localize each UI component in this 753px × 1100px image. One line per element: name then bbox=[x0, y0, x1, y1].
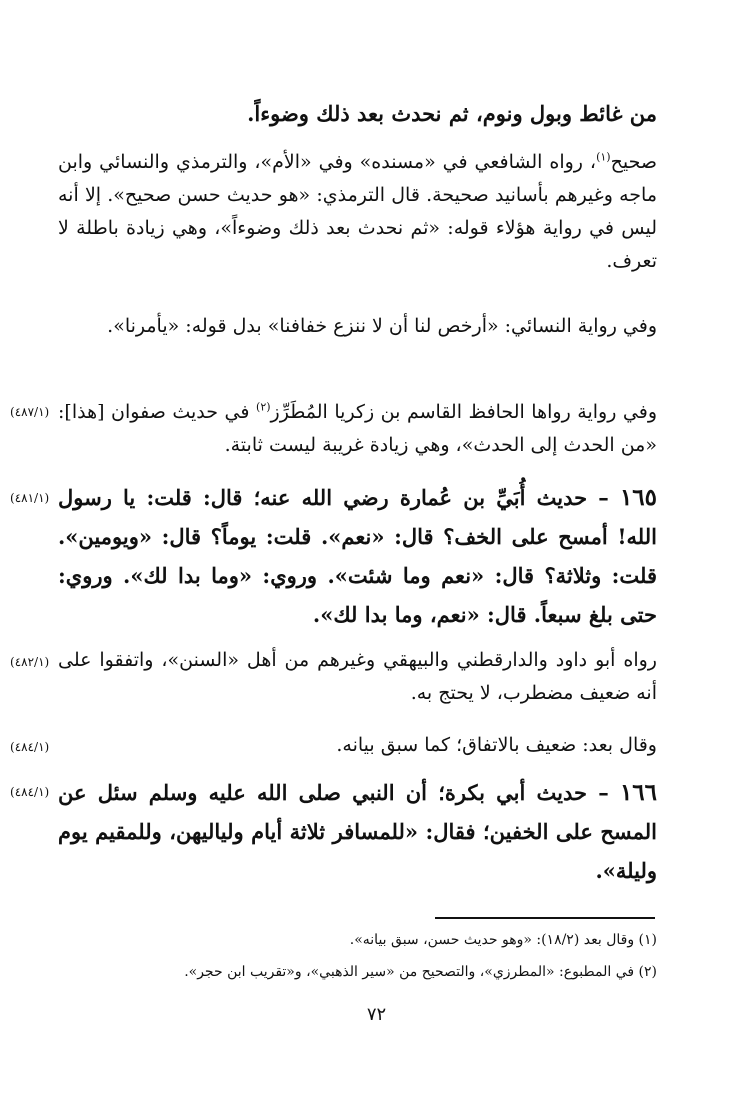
margin-reference: (٤٨٤/١) bbox=[10, 785, 50, 799]
footnote-2: (٢) في المطبوع: «المطرزي»، والتصحيح من «سير الذهبي»، و«تقريب ابن حجر». bbox=[184, 964, 657, 980]
footnote-divider bbox=[435, 917, 655, 919]
paragraph-text: وفي رواية النسائي: «أرخص لنا أن لا ننزع خفافنا» بدل قوله: «يأمرنا». bbox=[107, 315, 657, 337]
hadith-number: ١٦٦ bbox=[619, 779, 657, 806]
hadith-166 bbox=[58, 773, 657, 890]
page-number: ٧٢ bbox=[366, 1004, 387, 1025]
paragraph-nasai bbox=[58, 310, 657, 343]
paragraph-text: وفي رواية رواها الحافظ القاسم بن زكريا المُطَرِّز bbox=[270, 401, 658, 423]
paragraph-sahih bbox=[58, 146, 657, 278]
margin-reference: (٤٨٤/١) bbox=[10, 740, 50, 754]
paragraph-text: وقال بعد: ضعيف بالاتفاق؛ كما سبق بيانه. bbox=[336, 734, 657, 756]
text-line-continuation bbox=[58, 94, 657, 133]
paragraph-daif bbox=[58, 729, 657, 762]
margin-reference: (٤٨٢/١) bbox=[10, 655, 50, 669]
hadith-text: – حديث أبي بكرة؛ أن النبي صلى الله عليه وسلم سئل عن المسح على الخفين؛ فقال: «للمسافر ثلاثة أيام ولياليهن، وللمقيم يوم وليلة». bbox=[58, 780, 657, 883]
footnote-marker-1: (١) bbox=[596, 150, 611, 164]
continuation-text: من غائط وبول ونوم، ثم نحدث بعد ذلك وضوءاً. bbox=[247, 101, 657, 126]
margin-reference: (٤٨١/١) bbox=[10, 491, 50, 505]
hadith-number: ١٦٥ bbox=[619, 484, 657, 511]
paragraph-text: صحيح bbox=[610, 151, 657, 173]
paragraph-text: رواه أبو داود والدارقطني والبيهقي وغيرهم من أهل «السنن»، واتفقوا على أنه ضعيف مضطرب، لا يحتج به. bbox=[58, 649, 657, 704]
hadith-text: – حديث أُبَيِّ بن عُمارة رضي الله عنه؛ قال: قلت: يا رسول الله! أمسح على الخف؟ قال: «نعم». قلت: يوماً؟ قال: «ويومين». قلت: وثلاثة؟ قال: «نعم وما شئت». وروي: «وما بدا لك». وروي: حتى بلغ سبعاً. قال: «نعم، وما بدا لك». bbox=[58, 485, 657, 627]
footnote-1: (١) وقال بعد (١٨/٢): «وهو حديث حسن، سبق بيانه». bbox=[349, 932, 657, 948]
footnote-marker-2: (٢) bbox=[256, 400, 271, 414]
hadith-165 bbox=[58, 478, 657, 634]
paragraph-text: في حديث صفوان [هذا]: «من الحدث إلى الحدث»، وهي زيادة غريبة ليست ثابتة. bbox=[58, 401, 657, 456]
paragraph-mutarriz bbox=[58, 396, 657, 462]
paragraph-text: ، رواه الشافعي في «مسنده» وفي «الأم»، والترمذي والنسائي وابن ماجه وغيرهم بأسانيد صحيحة. قال الترمذي: «هو حديث حسن صحيح». إلا أنه ليس في رواية هؤلاء قوله: «ثم نحدث بعد ذلك وضوءاً»، وهي زيادة باطلة لا تعرف. bbox=[58, 151, 657, 272]
margin-reference: (٤٨٧/١) bbox=[10, 405, 50, 419]
paragraph-abu-dawud bbox=[58, 644, 657, 710]
